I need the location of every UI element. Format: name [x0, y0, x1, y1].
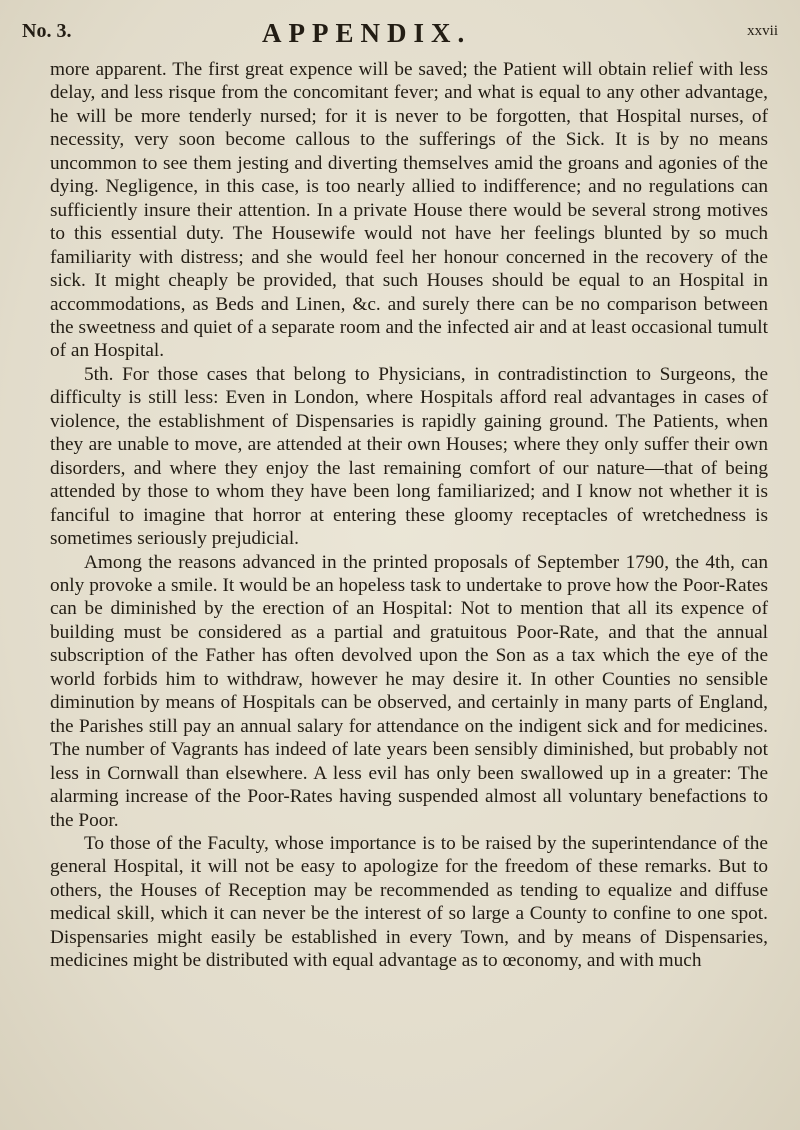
paragraph-4: To those of the Faculty, whose importance is to be raised by the superintendance of the general Hospital, it will not be easy to apologize for the freedom of these remarks. But to others, the Houses of Reception may be recommended as tending to equalize and diffuse medical skill, which it can never be the interest of so large a County to confine to one spot. Dispensaries might easily be established in every Town, and by means of Dispensaries, medicines might be distributed with equal advantage as to œconomy, and with much	[50, 832, 768, 972]
running-head	[22, 20, 778, 46]
page-number: xxvii	[747, 23, 778, 39]
page-title: APPENDIX.	[262, 18, 472, 48]
paragraph-2: 5th. For those cases that belong to Physicians, in contradistinction to Surgeons, the difficulty is still less: Even in London, where Hospitals afford real advantages in cases of violence, the establishment of Dispensaries is rapidly gaining ground. The Patients, when they are unable to move, are attended at their own Houses; where they only suffer their own disorders, and where they enjoy the last remaining comfort of our nature—that of being attended by those to whom they have been long familiarized; and I know not whether it is fanciful to imagine that horror at entering these gloomy receptacles of wretchedness is sometimes seriously prejudicial.	[50, 363, 768, 550]
appendix-number: No. 3.	[22, 20, 72, 42]
paragraph-3: Among the reasons advanced in the printed proposals of September 1790, the 4th, can only provoke a smile. It would be an hopeless task to undertake to prove how the Poor-Rates can be diminished by the erection of an Hospital: Not to mention that all its expence of building must be considered as a partial and gratuitous Poor-Rate, and that the annual subscription of the Father has often devolved upon the Son as a tax which the eye of the world forbids him to withdraw, however he may desire it. In other Counties no sensible diminution by means of Hospitals can be observed, and certainly in many parts of England, the Parishes still pay an annual salary for attendance on the indigent sick and for medicines. The number of Vagrants has indeed of late years been sensibly diminished, but probably not less in Cornwall than elsewhere. A less evil has only been swallowed up in a greater: The alarming increase of the Poor-Rates having suspended almost all voluntary benefactions to the Poor.	[50, 551, 768, 831]
paragraph-1: more apparent. The first great expence will be saved; the Patient will obtain relief with less delay, and less risque from the concomitant fever; and what is equal to any other advantage, he will be more tenderly nursed; for it is never to be forgotten, that Hospital nurses, of necessity, very soon become callous to the sufferings of the Sick. It is by no means uncommon to see them jesting and diverting themselves amid the groans and agonies of the dying. Negligence, in this case, is too nearly allied to indifference; and no regulations can sufficiently insure their attention. In a private House there would be several strong motives to this essential duty. The Housewife would not have her feelings blunted by so much familiarity with distress; and she would feel her honour concerned in the recovery of the sick. It might cheaply be provided, that such Houses should be equal to an Hospital in accommodations, as Beds and Linen, &c. and surely there can be no comparison between the sweetness and quiet of a separate room and the infected air and at least occasional tumult of an Hospital.	[50, 59, 768, 362]
body-text	[50, 58, 768, 973]
